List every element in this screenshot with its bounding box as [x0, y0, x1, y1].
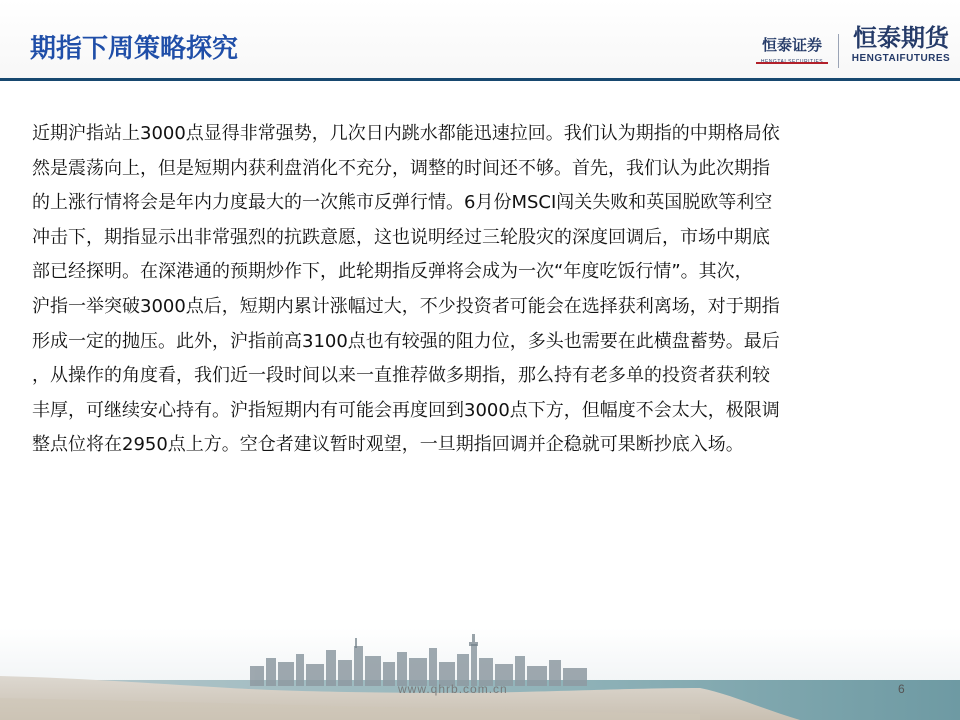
securities-logo-name: 恒泰证券 [761, 36, 822, 54]
footer-url: www.qhrb.com.cn [398, 682, 508, 696]
body-line: 整点位将在2950点上方。空仓者建议暂时观望，一旦期指回调并企稳就可果断抄底入场。 [32, 434, 744, 456]
hengtai-securities-logo [748, 36, 836, 66]
futures-logo-name: 恒泰期货 [853, 24, 949, 52]
body-line: 部已经探明。在深港通的预期炒作下，此轮期指反弹将会成为一次“年度吃饭行情”。其次， [32, 261, 753, 283]
body-line: 冲击下，期指显示出非常强烈的抗跌意愿，这也说明经过三轮股灾的深度回调后，市场中期底 [32, 226, 770, 248]
body-line: 沪指一举突破3000点后，短期内累计涨幅过大，不少投资者可能会在选择获利离场，对于期指 [32, 295, 780, 317]
body-paragraph [32, 117, 934, 463]
hengtai-futures-logo [842, 24, 960, 66]
slide-header [0, 0, 960, 80]
logo-divider [838, 34, 839, 68]
slide-title: 期指下周策略探究 [30, 34, 239, 64]
securities-logo-bar [756, 62, 828, 64]
futures-logo-en: HENGTAIFUTURES [851, 53, 951, 64]
body-line: 的上涨行情将会是年内力度最大的一次熊市反弹行情。6月份MSCI闯关失败和英国脱欧等利空 [32, 192, 773, 214]
city-skyline-seaside-image [0, 628, 960, 720]
body-line: 形成一定的抛压。此外，沪指前高3100点也有较强的阻力位，多头也需要在此横盘蓄势。最后 [32, 330, 780, 352]
body-line: 近期沪指站上3000点显得非常强势，几次日内跳水都能迅速拉回。我们认为期指的中期格局依 [32, 123, 780, 144]
body-line: ，从操作的角度看，我们近一段时间以来一直推荐做多期指，那么持有老多单的投资者获利较 [32, 365, 770, 387]
body-line: 丰厚，可继续安心持有。沪指短期内有可能会再度回到3000点下方，但幅度不会太大，极限调 [32, 399, 780, 421]
header-rule [0, 78, 960, 81]
body-line: 然是震荡向上，但是短期内获利盘消化不充分，调整的时间还不够。首先，我们认为此次期指 [32, 157, 770, 179]
page-number: 6 [898, 682, 905, 696]
